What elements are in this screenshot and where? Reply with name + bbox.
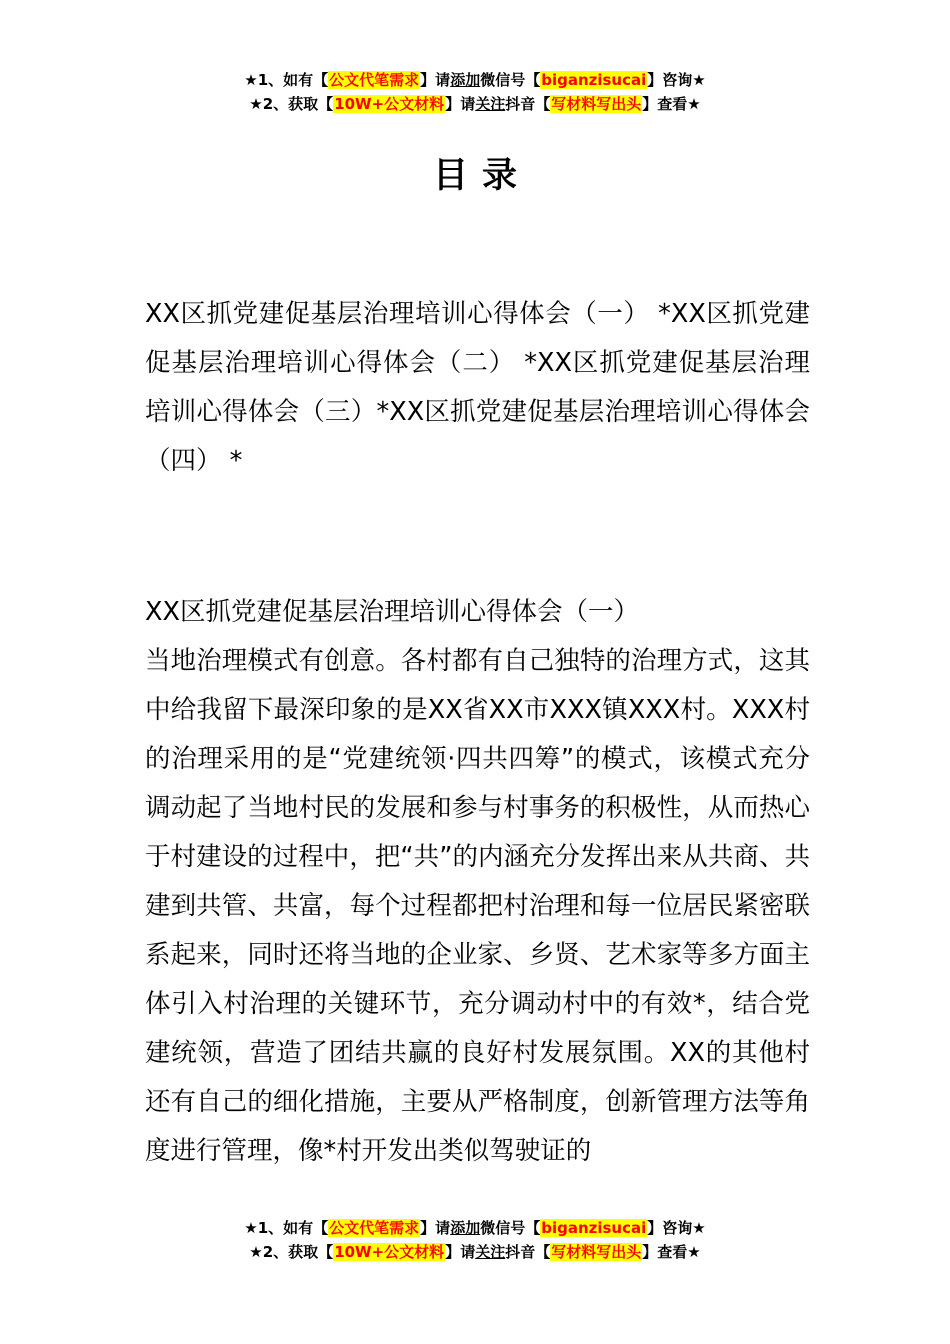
banner-highlight: biganzisucai [541,1219,647,1237]
table-of-contents [145,290,810,486]
banner-text: ★1、如有【 [244,1219,329,1237]
banner-text: ★1、如有【 [244,71,329,89]
article-body: 当地治理模式有创意。各村都有自己独特的治理方式，这其中给我留下最深印象的是XX省XX市XXX镇XXX村。XXX村的治理采用的是“党建统领·四共四筹”的模式，该模式充分调动起了当地村民的发展和参与村事务的积极性，从而热心于村建设的过程中，把“共”的内涵充分发挥出来从共商、共建到共管、共富，每个过程都把村治理和每一位居民紧密联系起来，同时还将当地的企业家、乡贤、艺术家等多方面主体引入村治理的关键环节，充分调动村中的有效*，结合党建统领，营造了团结共赢的良好村发展氛围。XX的其他村还有自己的细化措施，主要从严格制度，创新管理方法等角度进行管理，像*村开发出类似驾驶证的 [145,646,810,1166]
banner-highlight: 写材料写出头 [551,1243,642,1261]
banner-text: 】请 [445,1243,476,1261]
banner-text: 】请 [420,71,451,89]
banner-underlined-text: 关注 [475,1243,506,1261]
banner-text: 】请 [445,95,476,113]
article [145,588,810,1176]
banner-text: 】咨询★ [647,71,706,89]
header-banner-line-2 [0,92,950,116]
article-heading: XX区抓党建促基层治理培训心得体会（一） [145,597,639,627]
banner-text: 抖音【 [505,1243,551,1261]
toc-text: XX区抓党建促基层治理培训心得体会（一） *XX区抓党建促基层治理培训心得体会（二） *XX区抓党建促基层治理培训心得体会（三）*XX区抓党建促基层治理培训心得体会（四） * [145,299,810,476]
banner-text: 抖音【 [505,95,551,113]
banner-highlight: biganzisucai [541,71,647,89]
banner-highlight: 写材料写出头 [551,95,642,113]
banner-text: 】查看★ [642,95,701,113]
banner-highlight: 10W+公文材料 [334,95,445,113]
banner-highlight: 10W+公文材料 [334,1243,445,1261]
banner-highlight: 公文代笔需求 [329,1219,420,1237]
banner-text: ★2、获取【 [249,95,334,113]
banner-text: ★2、获取【 [249,1243,334,1261]
footer-banner-line-2 [0,1240,950,1264]
banner-text: 微信号【 [480,71,541,89]
banner-text: 】查看★ [642,1243,701,1261]
banner-text: 】咨询★ [647,1219,706,1237]
page-title: 目录 [432,156,531,196]
banner-underlined-text: 添加 [450,1219,481,1237]
banner-underlined-text: 关注 [475,95,506,113]
banner-highlight: 公文代笔需求 [329,71,420,89]
footer-banner [0,1216,950,1264]
banner-text: 】请 [420,1219,451,1237]
header-banner-line-1 [0,68,950,92]
footer-banner-line-1 [0,1216,950,1240]
header-banner [0,68,950,116]
banner-underlined-text: 添加 [450,71,481,89]
banner-text: 微信号【 [480,1219,541,1237]
